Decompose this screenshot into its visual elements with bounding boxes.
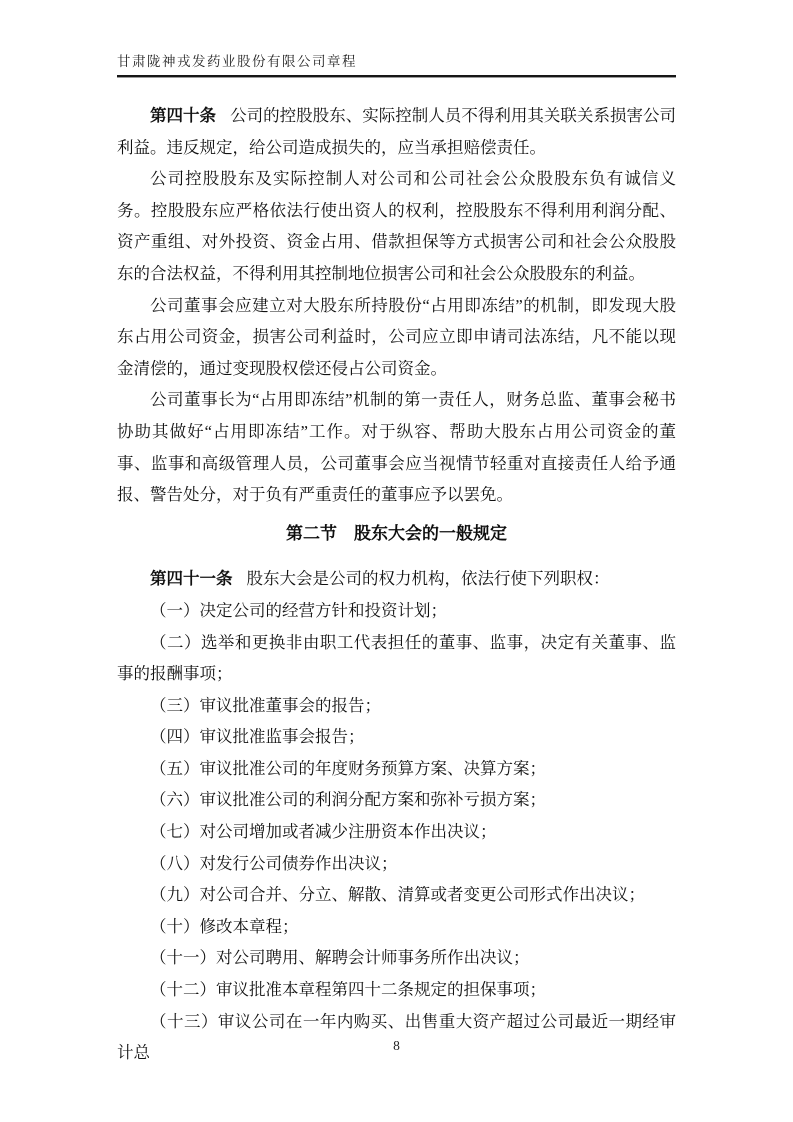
- list-item-12: （十二）审议批准本章程第四十二条规定的担保事项；: [150, 980, 546, 1000]
- article-41-paragraph: [117, 563, 676, 595]
- page-header: [117, 50, 676, 78]
- list-item-8: （八）对发行公司债券作出决议；: [150, 853, 398, 873]
- article-40-label: 第四十条: [150, 106, 217, 125]
- paragraph-chairman-responsibility: 公司董事长为“占用即冻结”机制的第一责任人，财务总监、董事会秘书协助其做好“占用即冻结”工作。对于纵容、帮助大股东占用公司资金的董事、监事和高级管理人员，公司董事会应当视情节轻重对直接责任人给予通报、警告处分，对于负有严重责任的董事应予以罢免。: [117, 390, 676, 505]
- list-item-13: （十三）审议公司在一年内购买、出售重大资产超过公司最近一期经审计总: [117, 1011, 676, 1063]
- paragraph-freeze-mechanism: 公司董事会应建立对大股东所持股份“占用即冻结”的机制，即发现大股东占用公司资金，损害公司利益时，公司应立即申请司法冻结，凡不能以现金清偿的，通过变现股权偿还侵占公司资金。: [117, 295, 676, 378]
- document-body: [117, 100, 676, 1069]
- paragraph-controlling-shareholder-integrity: 公司控股股东及实际控制人对公司和公司社会公众股股东负有诚信义务。控股股东应严格依法行使出资人的权利，控股股东不得利用利润分配、资产重组、对外投资、资金占用、借款担保等方式损害公司和社会公众股股东的合法权益，不得利用其控制地位损害公司和社会公众股股东的利益。: [117, 169, 676, 283]
- list-item-10: （十）修改本章程；: [150, 916, 299, 936]
- section-heading: 第二节 股东大会的一般规定: [286, 523, 507, 543]
- article-41-text: 股东大会是公司的权力机构，依法行使下列职权：: [246, 569, 610, 589]
- article-40-paragraph: [117, 100, 676, 163]
- list-item-7: （七）对公司增加或者减少注册资本作出决议；: [150, 822, 497, 842]
- list-item-3: （三）审议批准董事会的报告；: [150, 695, 381, 715]
- page-number: 8: [393, 1038, 400, 1053]
- article-40-text: 公司的控股股东、实际控制人员不得利用其关联关系损害公司利益。违反规定，给公司造成损失的，应当承担赔偿责任。: [117, 106, 677, 157]
- header-title: 甘肃陇神戎发药业股份有限公司章程: [117, 54, 357, 69]
- list-item-11: （十一）对公司聘用、解聘会计师事务所作出决议；: [150, 948, 530, 968]
- list-item-9: （九）对公司合并、分立、解散、清算或者变更公司形式作出决议；: [150, 885, 645, 905]
- list-item-5: （五）审议批准公司的年度财务预算方案、决算方案；: [150, 758, 546, 778]
- article-41-label: 第四十一条: [150, 569, 233, 589]
- list-item-2: （二）选举和更换非由职工代表担任的董事、监事，决定有关董事、监事的报酬事项；: [117, 632, 676, 684]
- header-rule: [117, 75, 676, 78]
- list-item-6: （六）审议批准公司的利润分配方案和弥补亏损方案；: [150, 790, 546, 810]
- list-item-4: （四）审议批准监事会报告；: [150, 727, 365, 747]
- list-item-1: （一）决定公司的经营方针和投资计划；: [150, 600, 447, 620]
